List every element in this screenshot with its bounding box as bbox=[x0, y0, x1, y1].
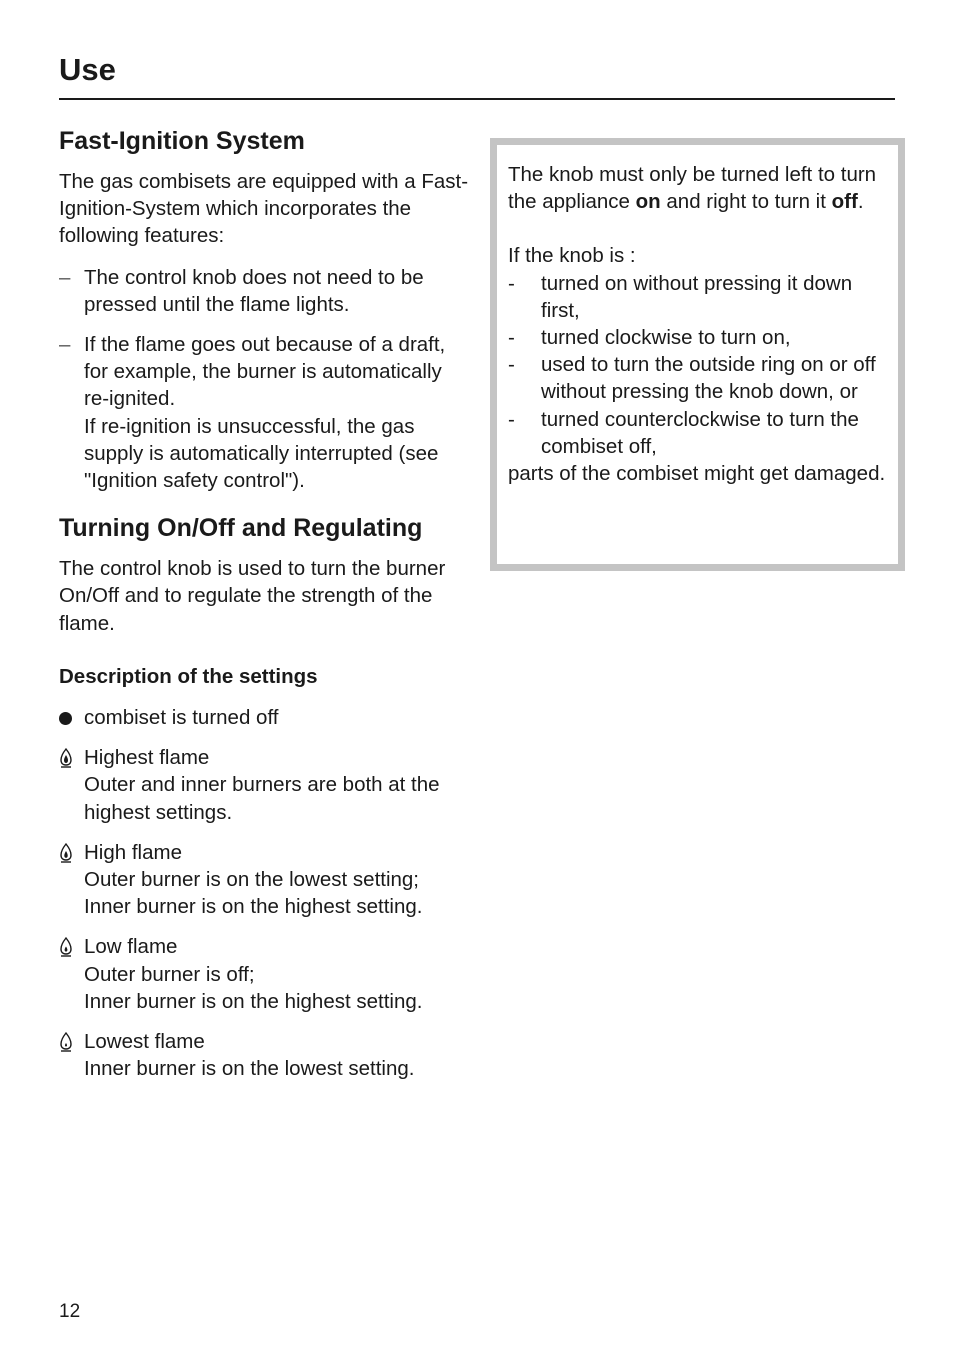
filled-dot-icon bbox=[59, 712, 72, 725]
setting-description: Outer and inner burners are both at the highest settings. bbox=[84, 773, 440, 824]
warning-conclusion: parts of the combiset might get damaged. bbox=[508, 462, 886, 486]
hyphen-marker: - bbox=[508, 353, 515, 377]
list-item bbox=[59, 264, 469, 318]
warning-text: The knob must only be turned left to turn the appliance bbox=[508, 163, 877, 214]
list-item bbox=[508, 406, 888, 460]
flame-icon bbox=[59, 1032, 73, 1052]
feature-list bbox=[59, 264, 469, 495]
setting-highest bbox=[59, 744, 469, 826]
hyphen-marker: - bbox=[508, 407, 515, 431]
list-item-text: turned on without pressing it down first, bbox=[541, 271, 853, 322]
warning-content bbox=[508, 145, 888, 487]
hyphen-marker: - bbox=[508, 271, 515, 295]
setting-off bbox=[59, 704, 469, 731]
setting-description: Outer burner is on the lowest setting; bbox=[84, 868, 420, 892]
setting-low bbox=[59, 933, 469, 1015]
setting-label: Lowest flame bbox=[84, 1030, 205, 1054]
list-item bbox=[508, 270, 888, 324]
list-item-text-continued: If re-ignition is unsuccessful, the gas supply is automatically interrupted (see "Ignition safety control"). bbox=[84, 414, 439, 493]
list-item-text: turned clockwise to turn on, bbox=[541, 326, 791, 350]
setting-description: Inner burner is on the lowest setting. bbox=[84, 1057, 415, 1081]
title-divider bbox=[59, 98, 895, 100]
fast-ignition-heading: Fast-Ignition System bbox=[59, 127, 305, 155]
list-item-text: used to turn the outside ring on or off without pressing the knob down, or bbox=[541, 353, 876, 404]
list-item-text: If the flame goes out because of a draft, for example, the burner is automatically re-ignited. bbox=[84, 333, 446, 411]
warning-condition-intro: If the knob is : bbox=[508, 244, 636, 268]
warning-text: . bbox=[857, 190, 864, 214]
dash-marker: – bbox=[59, 333, 71, 357]
knob-direction-note bbox=[508, 161, 888, 215]
setting-label: combiset is turned off bbox=[84, 706, 279, 730]
setting-label: Low flame bbox=[84, 935, 178, 959]
page-title: Use bbox=[59, 52, 116, 87]
spacer bbox=[508, 215, 888, 242]
list-item bbox=[508, 351, 888, 405]
flame-icon bbox=[59, 748, 73, 768]
list-item-text: turned counterclockwise to turn the combiset off, bbox=[541, 407, 859, 458]
setting-label: Highest flame bbox=[84, 746, 210, 770]
page-number: 12 bbox=[59, 1301, 81, 1322]
flame-icon bbox=[59, 843, 73, 863]
setting-description: Outer burner is off; bbox=[84, 962, 255, 986]
setting-description: Inner burner is on the highest setting. bbox=[84, 989, 423, 1013]
warning-list bbox=[508, 270, 888, 460]
settings-list bbox=[59, 704, 469, 1082]
list-item bbox=[508, 324, 888, 351]
setting-label: High flame bbox=[84, 840, 182, 864]
on-emphasis: on bbox=[635, 190, 661, 214]
hyphen-marker: - bbox=[508, 326, 515, 350]
setting-high bbox=[59, 839, 469, 921]
left-column bbox=[59, 124, 469, 1095]
turning-intro: The control knob is used to turn the burner On/Off and to regulate the strength of the flame. bbox=[59, 557, 446, 635]
list-item bbox=[59, 331, 469, 494]
list-item-text: The control knob does not need to be pressed until the flame lights. bbox=[84, 265, 424, 316]
off-emphasis: off bbox=[831, 190, 858, 214]
setting-description: Inner burner is on the highest setting. bbox=[84, 895, 423, 919]
warning-box bbox=[490, 138, 905, 571]
warning-text: and right to turn it bbox=[660, 190, 832, 214]
setting-lowest bbox=[59, 1028, 469, 1082]
settings-heading: Description of the settings bbox=[59, 664, 318, 688]
flame-icon bbox=[59, 937, 73, 957]
turning-heading: Turning On/Off and Regulating bbox=[59, 514, 423, 543]
dash-marker: – bbox=[59, 265, 71, 289]
fast-ignition-intro: The gas combisets are equipped with a Fast-Ignition-System which incorporates the following features: bbox=[59, 170, 469, 248]
